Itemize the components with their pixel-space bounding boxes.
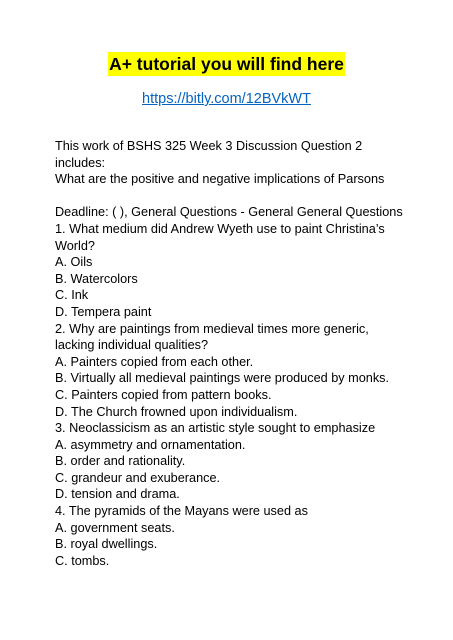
question-line: 4. The pyramids of the Mayans were used as (55, 504, 308, 519)
question-line: A. Painters copied from each other. (55, 354, 254, 369)
paragraph-gap (55, 188, 445, 205)
document-body (55, 138, 445, 569)
headline: A+ tutorial you will find here (109, 54, 344, 74)
question-line: B. royal dwellings. (55, 537, 158, 552)
tutorial-link[interactable]: https://bitly.com/12BVkWT (142, 91, 311, 107)
question-line: A. asymmetry and ornamentation. (55, 437, 246, 452)
question-line: Deadline: ( ), General Questions - General General Questions (55, 205, 403, 220)
question-line: B. Watercolors (55, 271, 138, 286)
question-line: lacking individual qualities? (55, 338, 209, 353)
headline-container (0, 52, 453, 76)
question-line: B. order and rationality. (55, 454, 186, 469)
link-container (0, 89, 453, 109)
question-line: D. Tempera paint (55, 304, 152, 319)
question-line: C. tombs. (55, 553, 110, 568)
question-line: 3. Neoclassicism as an artistic style sought to emphasize (55, 421, 376, 436)
intro-line: includes: (55, 155, 106, 170)
question-line: 2. Why are paintings from medieval times more generic, (55, 321, 369, 336)
question-line: C. Painters copied from pattern books. (55, 387, 272, 402)
question-line: C. Ink (55, 288, 89, 303)
question-line: World? (55, 238, 95, 253)
intro-line: What are the positive and negative implications of Parsons (55, 172, 385, 187)
question-line: B. Virtually all medieval paintings were produced by monks. (55, 371, 390, 386)
question-line: D. tension and drama. (55, 487, 180, 502)
question-line: A. government seats. (55, 520, 175, 535)
question-line: C. grandeur and exuberance. (55, 470, 221, 485)
question-line: A. Oils (55, 255, 93, 270)
question-line: D. The Church frowned upon individualism. (55, 404, 298, 419)
intro-line: This work of BSHS 325 Week 3 Discussion Question 2 (55, 139, 363, 153)
question-line: 1. What medium did Andrew Wyeth use to paint Christina’s (55, 221, 385, 236)
